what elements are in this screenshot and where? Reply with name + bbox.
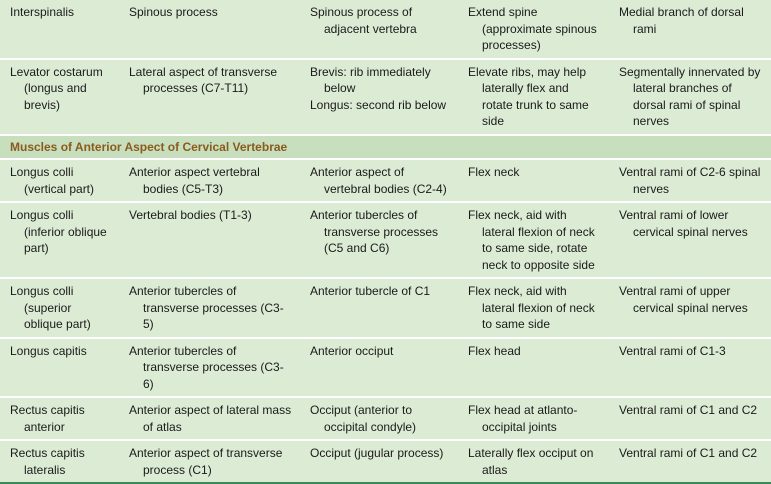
muscle-cell: Longus colli (vertical part) xyxy=(0,159,119,202)
insertion-cell xyxy=(300,59,458,135)
origin-cell: Anterior aspect of transverse process (C1) xyxy=(119,440,300,483)
origin-cell: Anterior aspect vertebral bodies (C5-T3) xyxy=(119,159,300,202)
insertion-cell: Occiput (jugular process) xyxy=(300,440,458,483)
innervation-cell: Ventral rami of lower cervical spinal nerves xyxy=(609,202,771,278)
table-row xyxy=(0,278,771,338)
action-cell: Extend spine (approximate spinous processes) xyxy=(458,0,609,59)
innervation-cell: Segmentally innervated by lateral branches of dorsal rami of spinal nerves xyxy=(609,59,771,135)
insertion-cell: Anterior occiput xyxy=(300,338,458,398)
insertion-cell: Spinous process of adjacent vertebra xyxy=(300,0,458,59)
insertion-cell: Occiput (anterior to occipital condyle) xyxy=(300,397,458,440)
innervation-cell: Medial branch of dorsal rami xyxy=(609,0,771,59)
origin-cell: Anterior tubercles of transverse processes (C3-5) xyxy=(119,278,300,338)
muscle-cell: Interspinalis xyxy=(0,0,119,59)
origin-cell: Vertebral bodies (T1-3) xyxy=(119,202,300,278)
section-header-row xyxy=(0,135,771,160)
muscle-cell: Longus colli (superior oblique part) xyxy=(0,278,119,338)
table-row xyxy=(0,202,771,278)
insertion-cell: Anterior aspect of vertebral bodies (C2-4) xyxy=(300,159,458,202)
origin-cell: Anterior aspect of lateral mass of atlas xyxy=(119,397,300,440)
action-cell: Laterally flex occiput on atlas xyxy=(458,440,609,483)
muscle-cell: Longus capitis xyxy=(0,338,119,398)
muscle-cell: Longus colli (inferior oblique part) xyxy=(0,202,119,278)
muscle-cell: Rectus capitis anterior xyxy=(0,397,119,440)
muscle-cell: Rectus capitis lateralis xyxy=(0,440,119,483)
table-row xyxy=(0,159,771,202)
insertion-line: Brevis: rib immediately below xyxy=(310,64,431,95)
innervation-cell: Ventral rami of upper cervical spinal nerves xyxy=(609,278,771,338)
table-row xyxy=(0,0,771,59)
table-row xyxy=(0,440,771,483)
innervation-cell: Ventral rami of C1-3 xyxy=(609,338,771,398)
innervation-cell: Ventral rami of C1 and C2 xyxy=(609,440,771,483)
innervation-cell: Ventral rami of C1 and C2 xyxy=(609,397,771,440)
action-cell: Flex neck xyxy=(458,159,609,202)
insertion-cell: Anterior tubercle of C1 xyxy=(300,278,458,338)
table-row xyxy=(0,338,771,398)
insertion-line: Longus: second rib below xyxy=(310,97,447,112)
origin-cell: Lateral aspect of transverse processes (C7-T11) xyxy=(119,59,300,135)
action-cell: Flex head at atlanto-occipital joints xyxy=(458,397,609,440)
origin-cell: Anterior tubercles of transverse processes (C3-6) xyxy=(119,338,300,398)
insertion-cell: Anterior tubercles of transverse processes (C5 and C6) xyxy=(300,202,458,278)
innervation-cell: Ventral rami of C2-6 spinal nerves xyxy=(609,159,771,202)
table-row xyxy=(0,59,771,135)
section-title: Muscles of Anterior Aspect of Cervical Vertebrae xyxy=(0,135,771,160)
action-cell: Flex head xyxy=(458,338,609,398)
action-cell: Elevate ribs, may help laterally flex and rotate trunk to same side xyxy=(458,59,609,135)
action-cell: Flex neck, aid with lateral flexion of neck to same side, rotate neck to opposite side xyxy=(458,202,609,278)
muscle-cell: Levator costarum (longus and brevis) xyxy=(0,59,119,135)
action-cell: Flex neck, aid with lateral flexion of neck to same side xyxy=(458,278,609,338)
table-row xyxy=(0,397,771,440)
origin-cell: Spinous process xyxy=(119,0,300,59)
